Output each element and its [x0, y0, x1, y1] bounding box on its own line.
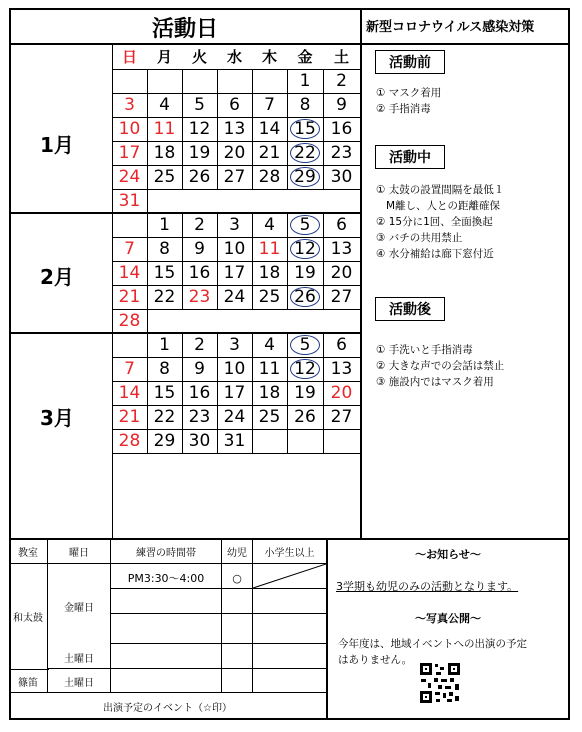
col-line — [182, 165, 183, 189]
date-cell: 19 — [188, 142, 211, 163]
during-list — [376, 182, 504, 262]
date-cell: 24 — [118, 166, 141, 187]
col-line — [323, 213, 324, 237]
page-title: 活動日 — [151, 17, 218, 42]
date-cell: 16 — [188, 262, 211, 283]
col-line — [217, 357, 218, 381]
col-line — [182, 93, 183, 117]
col-line — [252, 69, 253, 93]
date-cell: 27 — [330, 286, 353, 307]
date-cell: 18 — [258, 262, 281, 283]
date-cell: 30 — [188, 430, 211, 451]
after-label: 活動後 — [375, 297, 445, 321]
schedule-line — [111, 643, 326, 644]
date-cell: 17 — [118, 142, 141, 163]
right-column-divider — [360, 8, 362, 538]
date-cell: 25 — [258, 406, 281, 427]
col-line — [323, 285, 324, 309]
col-line — [252, 93, 253, 117]
date-cell: 13 — [330, 358, 353, 379]
col-line — [217, 93, 218, 117]
col-line — [147, 357, 148, 381]
weekday-4: 木 — [261, 47, 277, 66]
date-cell: 14 — [118, 262, 141, 283]
date-cell: 8 — [159, 238, 170, 259]
after-item: ③ 施設内ではマスク着用 — [376, 376, 494, 388]
col-line — [217, 381, 218, 405]
col-line — [287, 333, 288, 357]
date-circle — [290, 119, 320, 139]
date-cell: 14 — [118, 382, 141, 403]
date-cell: 24 — [223, 286, 246, 307]
col-line — [287, 381, 288, 405]
row-line — [112, 453, 360, 454]
col-line — [182, 213, 183, 237]
col-line — [147, 309, 148, 333]
col-line — [323, 405, 324, 429]
col-line — [323, 261, 324, 285]
date-cell: 10 — [223, 358, 246, 379]
date-cell: 6 — [229, 94, 240, 115]
col-line — [147, 237, 148, 261]
date-cell: 18 — [258, 382, 281, 403]
date-cell: 15 — [153, 382, 176, 403]
covid-title: 新型コロナウイルス感染対策 — [366, 20, 535, 35]
date-cell: 23 — [330, 142, 353, 163]
col-line — [147, 333, 148, 357]
date-cell: 28 — [118, 430, 141, 451]
room-fue: 篠笛 — [18, 677, 38, 689]
weekday-0: 日 — [121, 47, 137, 66]
col-line — [182, 405, 183, 429]
col-line — [147, 285, 148, 309]
col-line — [217, 333, 218, 357]
date-cell: 23 — [188, 286, 211, 307]
date-cell: 15 — [153, 262, 176, 283]
during-item: M離し、人との距離確保 — [386, 200, 501, 212]
month-label-0: 1月 — [40, 133, 74, 157]
date-grid-left-line — [112, 45, 113, 538]
col-line — [147, 93, 148, 117]
room-header: 教室 — [18, 547, 38, 559]
date-cell: 27 — [223, 166, 246, 187]
date-cell: 4 — [264, 214, 275, 235]
date-cell: 20 — [223, 142, 246, 163]
col-line — [287, 285, 288, 309]
col-line — [287, 429, 288, 453]
date-cell: 28 — [118, 310, 141, 331]
date-cell: 12 — [188, 118, 211, 139]
row-line — [112, 189, 360, 190]
date-cell: 10 — [118, 118, 141, 139]
date-cell: 11 — [258, 238, 281, 259]
diagonal-line — [253, 564, 326, 588]
col-line — [182, 261, 183, 285]
schedule-line — [9, 692, 326, 693]
date-cell: 20 — [330, 382, 353, 403]
col-line — [182, 429, 183, 453]
col-line — [147, 189, 148, 213]
saturday-label: 土曜日 — [64, 653, 94, 665]
date-cell: 5 — [194, 94, 205, 115]
date-cell: 6 — [336, 214, 347, 235]
col-line — [287, 141, 288, 165]
col-line — [323, 429, 324, 453]
date-cell: 9 — [336, 94, 347, 115]
col-line — [252, 381, 253, 405]
date-cell: 7 — [124, 238, 135, 259]
col-line — [323, 357, 324, 381]
col-line — [252, 333, 253, 357]
col-line — [252, 117, 253, 141]
date-cell: 17 — [223, 382, 246, 403]
date-cell: 25 — [153, 166, 176, 187]
col-line — [182, 117, 183, 141]
col-line — [217, 405, 218, 429]
date-cell: 22 — [153, 286, 176, 307]
date-cell: 16 — [330, 118, 353, 139]
date-cell: 31 — [118, 190, 141, 211]
col-line — [252, 237, 253, 261]
date-cell: 3 — [124, 94, 135, 115]
date-cell: 9 — [194, 238, 205, 259]
date-cell: 31 — [223, 430, 246, 451]
notice-title: 〜お知らせ〜 — [415, 548, 481, 561]
saturday-label-2: 土曜日 — [64, 677, 94, 689]
before-item: ② 手指消毒 — [376, 103, 431, 115]
date-circle — [290, 167, 320, 187]
col-line — [252, 165, 253, 189]
col-line — [147, 117, 148, 141]
col-line — [147, 165, 148, 189]
date-cell: 19 — [294, 382, 316, 403]
col-line — [147, 381, 148, 405]
col-line — [217, 261, 218, 285]
date-circle — [290, 287, 320, 307]
room-taiko: 和太鼓 — [13, 612, 43, 624]
col-line — [287, 237, 288, 261]
weekday-5: 金 — [297, 47, 313, 66]
col-line — [287, 261, 288, 285]
col-line — [287, 69, 288, 93]
col-line — [147, 69, 148, 93]
date-cell: 4 — [159, 94, 170, 115]
month-label-2: 3月 — [40, 406, 74, 430]
col-line — [182, 69, 183, 93]
date-cell: 14 — [258, 118, 281, 139]
col-line — [252, 285, 253, 309]
date-cell: 5 — [299, 214, 311, 235]
date-cell: 20 — [330, 262, 353, 283]
col-line — [323, 333, 324, 357]
col-line — [323, 165, 324, 189]
day-header: 曜日 — [69, 547, 89, 559]
col-line — [323, 69, 324, 93]
date-cell: 27 — [330, 406, 353, 427]
col-line — [147, 405, 148, 429]
col-line — [147, 261, 148, 285]
date-cell: 18 — [153, 142, 176, 163]
col-line — [182, 237, 183, 261]
col-line — [287, 117, 288, 141]
diagonal-strike — [253, 564, 326, 589]
date-cell: 24 — [223, 406, 246, 427]
weekday-2: 火 — [191, 47, 207, 66]
col-line — [287, 93, 288, 117]
col-line — [252, 261, 253, 285]
weekday-3: 水 — [226, 47, 242, 66]
date-cell: 21 — [258, 142, 281, 163]
date-cell: 11 — [153, 118, 176, 139]
col-line — [147, 429, 148, 453]
col-line — [217, 141, 218, 165]
infant-mark: ○ — [232, 571, 242, 585]
col-line — [182, 381, 183, 405]
row-line — [112, 309, 360, 310]
date-cell: 10 — [223, 238, 246, 259]
date-cell: 2 — [194, 214, 205, 235]
date-cell: 16 — [188, 382, 211, 403]
event-note-line2: はありません。 — [338, 654, 413, 666]
before-item: ① マスク着用 — [376, 87, 442, 99]
date-cell: 23 — [188, 406, 211, 427]
date-cell: 12 — [294, 358, 316, 379]
notice-divider — [326, 538, 328, 720]
date-cell: 13 — [223, 118, 246, 139]
photo-title: 〜写真公開〜 — [415, 612, 481, 625]
schedule-line — [111, 613, 326, 614]
date-cell: 2 — [336, 70, 347, 91]
during-label: 活動中 — [375, 145, 445, 169]
date-cell: 6 — [336, 334, 347, 355]
date-cell: 1 — [159, 334, 170, 355]
date-cell: 26 — [294, 406, 316, 427]
month-label-1: 2月 — [40, 265, 74, 289]
date-cell: 5 — [299, 334, 311, 355]
date-cell: 2 — [194, 334, 205, 355]
during-item: ④ 水分補給は廊下窓付近 — [376, 248, 494, 260]
date-cell: 22 — [153, 406, 176, 427]
time-header: 練習の時間帯 — [136, 547, 196, 559]
friday-label: 金曜日 — [64, 602, 94, 614]
col-line — [252, 213, 253, 237]
col-line — [147, 141, 148, 165]
date-circle — [290, 335, 320, 355]
col-line — [217, 165, 218, 189]
schedule-line — [252, 540, 253, 693]
col-line — [323, 117, 324, 141]
date-cell: 12 — [294, 238, 316, 259]
date-cell: 11 — [258, 358, 281, 379]
date-cell: 3 — [229, 214, 240, 235]
date-cell: 29 — [294, 166, 316, 187]
col-line — [217, 429, 218, 453]
date-cell: 7 — [264, 94, 275, 115]
col-line — [287, 165, 288, 189]
weekday-6: 土 — [333, 47, 349, 66]
date-cell: 19 — [294, 262, 316, 283]
date-cell: 8 — [299, 94, 311, 115]
during-item: ① 太鼓の設置間隔を最低１ — [376, 184, 505, 196]
col-line — [217, 69, 218, 93]
date-cell: 3 — [229, 334, 240, 355]
date-cell: 7 — [124, 358, 135, 379]
date-cell: 17 — [223, 262, 246, 283]
date-cell: 29 — [153, 430, 176, 451]
col-line — [182, 285, 183, 309]
date-cell: 9 — [194, 358, 205, 379]
elementary-header: 小学生以上 — [264, 547, 315, 559]
date-cell: 1 — [159, 214, 170, 235]
col-line — [252, 141, 253, 165]
col-line — [182, 141, 183, 165]
before-label: 活動前 — [375, 50, 445, 74]
date-circle — [290, 215, 320, 235]
date-circle — [290, 359, 320, 379]
time-value: PM3:30〜4:00 — [127, 572, 205, 585]
date-cell: 21 — [118, 286, 141, 307]
col-line — [252, 429, 253, 453]
date-cell: 15 — [294, 118, 316, 139]
schedule-line — [110, 540, 111, 693]
notice-text: 3学期も幼児のみの活動となります。 — [336, 580, 519, 593]
date-cell: 22 — [294, 142, 316, 163]
col-line — [287, 213, 288, 237]
before-list — [376, 85, 441, 117]
after-list — [376, 342, 504, 390]
event-note-line1: 今年度は、地域イベントへの出演の予定 — [338, 638, 527, 650]
infant-header: 幼児 — [227, 547, 247, 559]
col-line — [217, 117, 218, 141]
date-cell: 21 — [118, 406, 141, 427]
date-circle — [290, 143, 320, 163]
date-cell: 28 — [258, 166, 281, 187]
date-circle — [290, 239, 320, 259]
schedule-line — [48, 668, 326, 669]
date-cell: 8 — [159, 358, 170, 379]
col-line — [323, 93, 324, 117]
col-line — [182, 357, 183, 381]
col-line — [252, 357, 253, 381]
date-cell: 30 — [330, 166, 353, 187]
date-cell: 26 — [188, 166, 211, 187]
col-line — [217, 237, 218, 261]
during-item: ③ バチの共用禁止 — [376, 232, 463, 244]
col-line — [147, 213, 148, 237]
events-label: 出演予定のイベント（☆印） — [103, 702, 232, 714]
after-item: ② 大きな声での会話は禁止 — [376, 360, 505, 372]
date-cell: 25 — [258, 286, 281, 307]
weekday-1: 月 — [156, 47, 172, 66]
col-line — [323, 237, 324, 261]
col-line — [252, 405, 253, 429]
schedule-line — [221, 540, 222, 693]
date-cell: 26 — [294, 286, 316, 307]
col-line — [287, 405, 288, 429]
col-line — [323, 141, 324, 165]
date-cell: 13 — [330, 238, 353, 259]
qr-code-icon[interactable] — [418, 661, 462, 705]
col-line — [217, 213, 218, 237]
after-item: ① 手洗いと手指消毒 — [376, 344, 473, 356]
during-item: ② 15分に1回、全面換起 — [376, 216, 493, 228]
date-cell: 1 — [299, 70, 311, 91]
col-line — [217, 285, 218, 309]
col-line — [182, 333, 183, 357]
date-cell: 4 — [264, 334, 275, 355]
col-line — [287, 357, 288, 381]
col-line — [323, 381, 324, 405]
